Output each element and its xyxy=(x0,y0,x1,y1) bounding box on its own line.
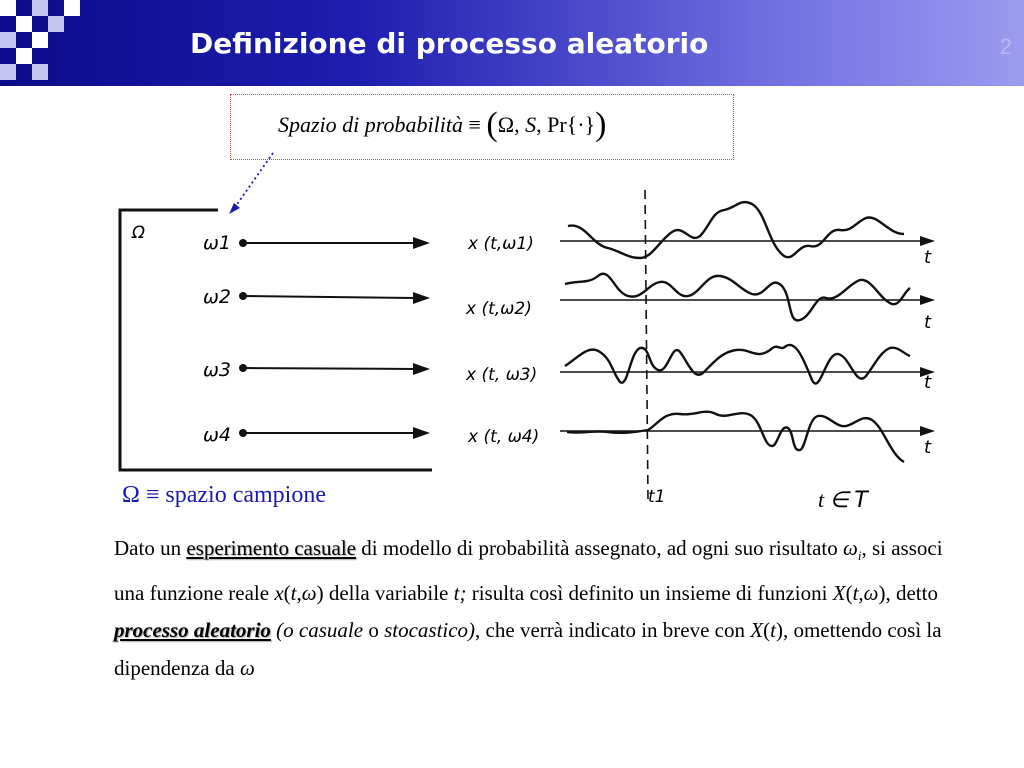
page-number: 2 xyxy=(999,34,1012,59)
sample-space-symbol: Ω xyxy=(132,223,145,243)
braces-symbol: {·} xyxy=(566,112,596,137)
time-axes xyxy=(560,241,922,431)
probability-space-formula: Spazio di probabilità ≡ (Ω, S, Pr{·}) xyxy=(278,106,607,143)
sample-space-box xyxy=(120,210,432,470)
t-label-3: t xyxy=(924,372,932,393)
t1-label: t1 xyxy=(648,487,666,507)
caption-symbol: Ω ≡ xyxy=(122,482,160,508)
t-label-2: t xyxy=(924,312,932,333)
pointer-arrow-head xyxy=(229,203,240,214)
probability-space-label: Spazio di probabilità xyxy=(278,112,463,137)
t-in-T-label: t ∈ T xyxy=(818,487,868,513)
t-label-4: t xyxy=(924,437,932,458)
pointer-arrow-line xyxy=(233,153,273,210)
link-esperimento-casuale[interactable]: esperimento casuale xyxy=(186,536,356,560)
slide-title: Definizione di processo aleatorio xyxy=(190,27,709,60)
sample-space-caption xyxy=(122,482,326,509)
pr-symbol: Pr xyxy=(547,112,567,137)
s-symbol: S xyxy=(525,112,537,137)
outcome-omega-4: ω4 xyxy=(203,424,231,446)
equiv-symbol: ≡ xyxy=(468,112,481,137)
function-label-1: x (t,ω1) xyxy=(468,234,534,254)
waveform-3 xyxy=(565,345,910,384)
t1-marker-line xyxy=(645,190,648,500)
outcome-omega-2: ω2 xyxy=(203,286,231,308)
function-label-3: x (t, ω3) xyxy=(466,365,538,385)
function-label-2: x (t,ω2) xyxy=(466,299,532,319)
link-processo-aleatorio[interactable]: processo aleatorio xyxy=(114,618,271,643)
outcome-omega-3: ω3 xyxy=(203,359,231,381)
waveform-2 xyxy=(565,274,910,321)
function-label-4: x (t, ω4) xyxy=(468,427,540,447)
outcome-omega-1: ω1 xyxy=(203,232,231,254)
outcome-arrows xyxy=(239,237,430,439)
omega-symbol: Ω, xyxy=(497,112,520,137)
definition-paragraph: Dato un esperimento casuale di modello di probabilità assegnato, ad ogni suo risultato $\omega_i$, si associ una funzione reale x(t,ω) della variabile t; risulta così definito un insieme di funzioni X(t,ω), detto processo aleatorio (o casuale o stocastico), che verrà indicato in breve con X(t), omettendo così la dipendenza da ω xyxy=(114,536,943,680)
caption-text: spazio campione xyxy=(165,482,326,508)
waveform-4 xyxy=(567,412,904,462)
t-label-1: t xyxy=(924,247,932,268)
waveform-1 xyxy=(568,202,904,258)
